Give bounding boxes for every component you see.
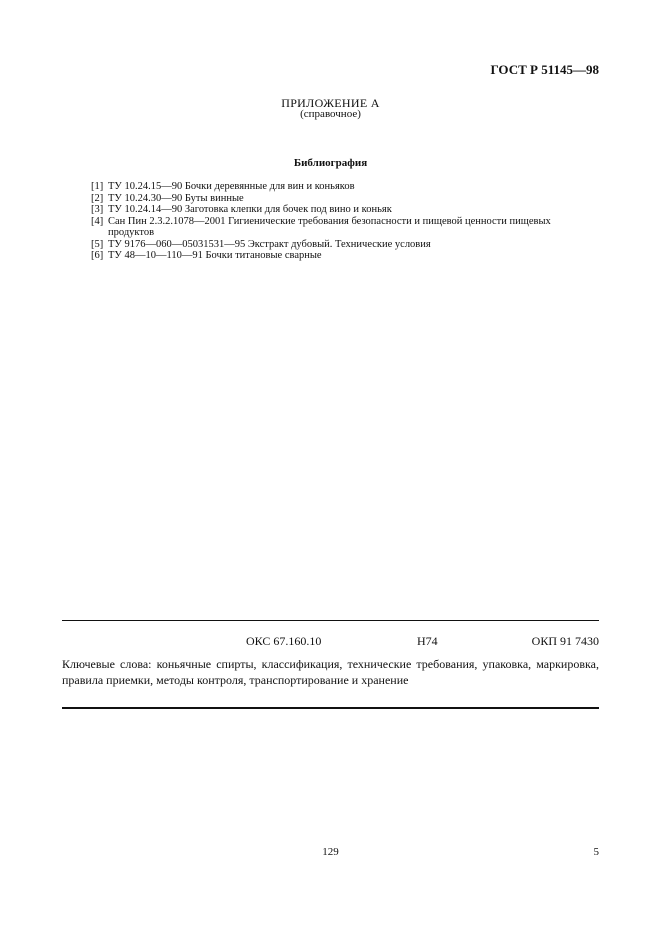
bibliography-item-text: ТУ 9176—060—05031531—95 Экстракт дубовый. Технические условия: [108, 238, 431, 250]
bibliography-item-number: [2]: [91, 192, 104, 204]
bibliography-item-text: ТУ 10.24.15—90 Бочки деревянные для вин и коньяков: [108, 181, 355, 192]
bibliography-item: [91, 193, 591, 205]
document-code: ГОСТ Р 51145—98: [490, 62, 599, 77]
bibliography-item-number: [5]: [91, 238, 104, 250]
bibliography-title: Библиография: [293, 157, 368, 169]
bibliography-item-text: ТУ 48—10—110—91 Бочки титановые сварные: [108, 250, 322, 261]
n-class-code: Н74: [417, 634, 438, 648]
bibliography-item: [91, 204, 591, 216]
bibliography-item-text: ТУ 10.24.14—90 Заготовка клепки для бочек под вино и коньяк: [108, 204, 392, 215]
bibliography-item-number: [3]: [91, 204, 104, 215]
bibliography-item: [91, 250, 591, 262]
bibliography-item-number: [6]: [91, 250, 104, 261]
bibliography-item-number: [1]: [91, 181, 104, 192]
oks-code: ОКС 67.160.10: [246, 634, 322, 648]
okp-code: ОКП 91 7430: [531, 634, 599, 648]
appendix-title: ПРИЛОЖЕНИЕ А: [281, 96, 380, 110]
keywords: Ключевые слова: коньячные спирты, классификация, технические требования, упаковка, маркировка, правила приемки, методы контроля, транспортирование и хранение: [62, 657, 599, 687]
bibliography-item-text: Сан Пин 2.3.2.1078—2001 Гигиенические требования безопасности и пищевой ценности пищевых продуктов: [108, 215, 551, 238]
page-number: 129: [322, 846, 339, 858]
sheet-number: 5: [593, 846, 599, 858]
bibliography-item-number: [4]: [91, 215, 104, 227]
bibliography-item: [91, 216, 591, 239]
divider-bottom: [62, 707, 599, 709]
bibliography-item-text: ТУ 10.24.30—90 Буты винные: [108, 192, 244, 204]
appendix-subtitle: (справочное): [300, 108, 361, 120]
bibliography-item: [91, 181, 591, 193]
bibliography-list: [91, 181, 591, 262]
divider-top: [62, 620, 599, 621]
bibliography-item: [91, 239, 591, 251]
